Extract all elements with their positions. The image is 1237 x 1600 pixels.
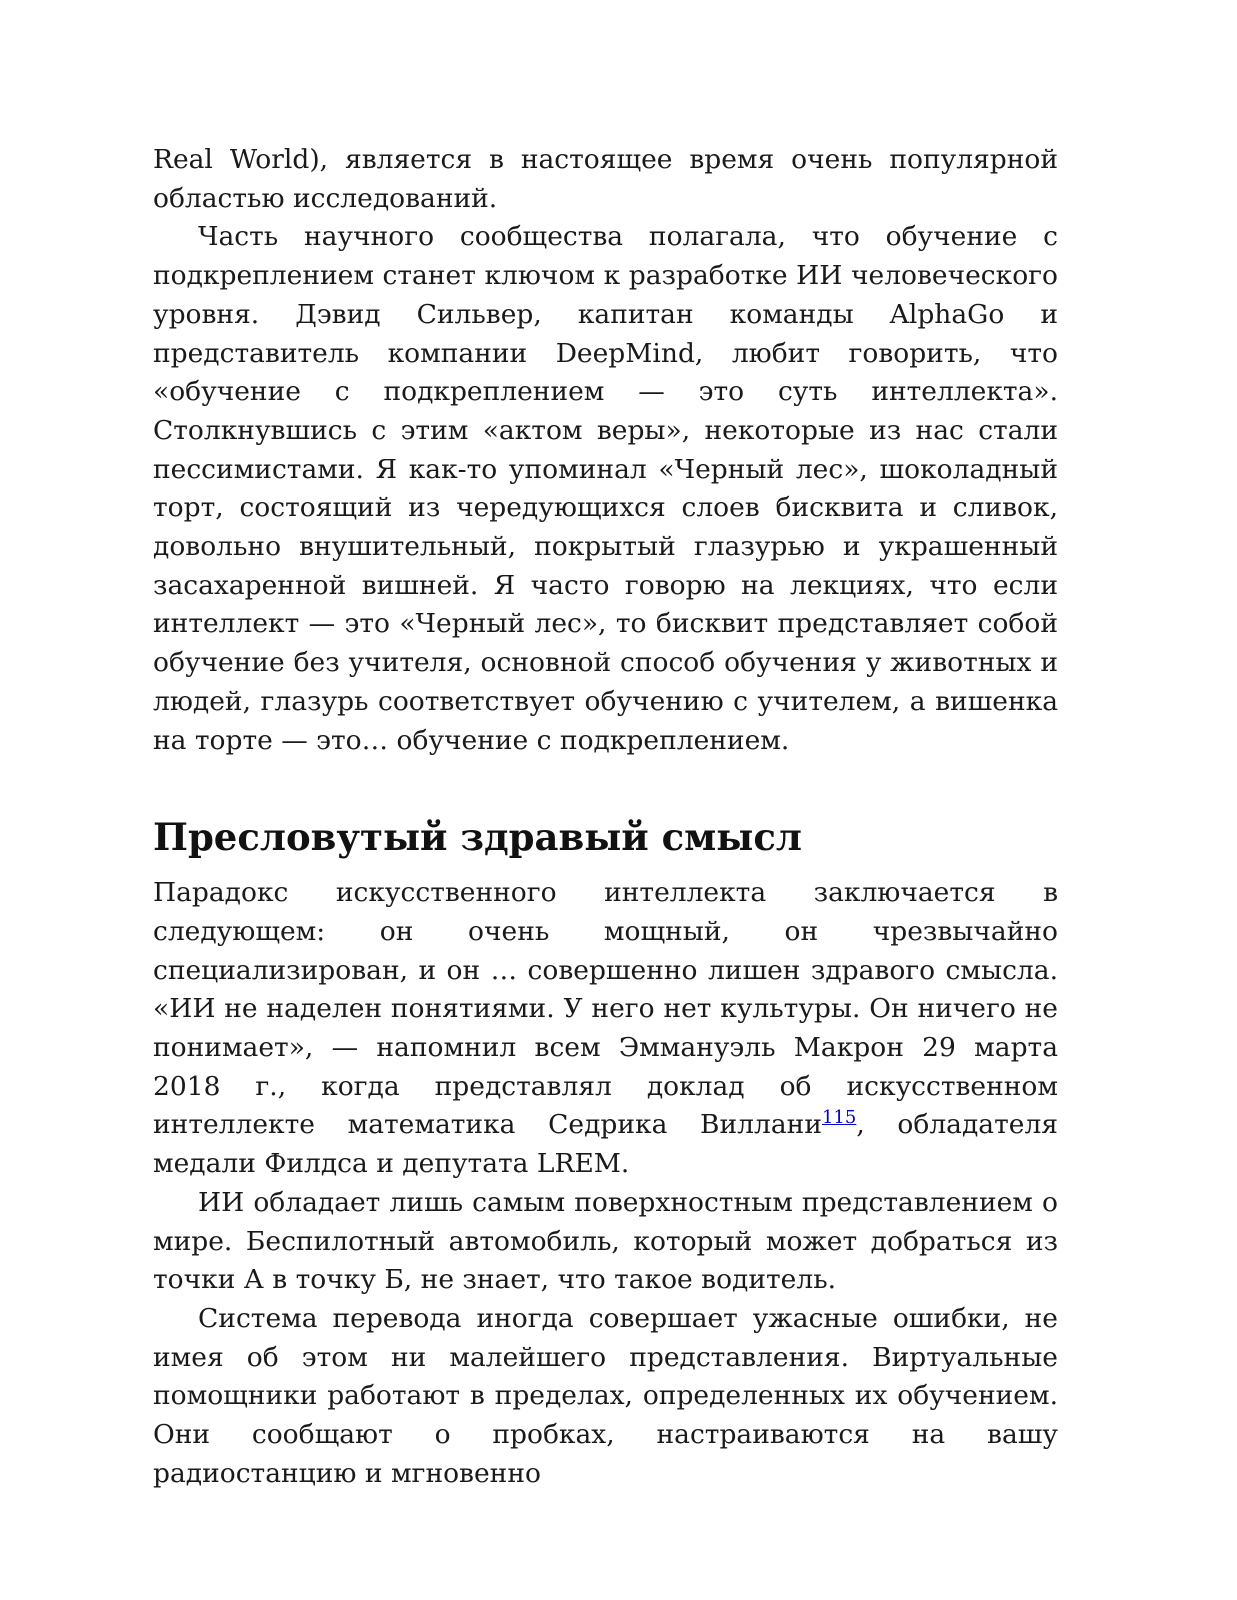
- page-body: [153, 141, 1058, 1494]
- paragraph-superficial-view: ИИ обладает лишь самым поверхностным представлением о мире. Беспилотный автомобиль, который может добраться из точки А в точку Б, не знает, что такое водитель.: [153, 1186, 1058, 1296]
- paragraph-text-before-footnote: Парадокс искусственного интеллекта заключается в следующем: он очень мощный, он чрезвычайно специализирован, и он … совершенно лишен здравого смысла. «ИИ не наделен понятиями. У него нет культуры. Он ничего не понимает», — напомнил всем Эммануэль Макрон 29 марта 2018 г., когда представлял доклад об искусственном интеллекте математика Седрика Виллани: [153, 877, 1058, 1141]
- paragraph-continuation: Real World), является в настоящее время очень популярной областью исследований.: [153, 144, 1058, 214]
- paragraph-reinforcement-learning: Часть научного сообщества полагала, что обучение с подкреплением станет ключом к разработке ИИ человеческого уровня. Дэвид Сильвер, капитан команды AlphaGo и представитель компании DeepMind, любит говорить, что «обучение с подкреплением — это суть интеллекта». Столкнувшись с этим «актом веры», некоторые из нас стали пессимистами. Я как-то упоминал «Черный лес», шоколадный торт, состоящий из чередующихся слоев бисквита и сливок, довольно внушительный, покрытый глазурью и украшенный засахаренной вишней. Я часто говорю на лекциях, что если интеллект — это «Черный лес», то бисквит представляет собой обучение без учителя, основной способ обучения у животных и людей, глазурь соответствует обучению с учителем, а вишенка на торте — это… обучение с подкреплением.: [153, 221, 1058, 756]
- section-heading: Пресловутый здравый смысл: [153, 815, 802, 860]
- paragraph-ai-paradox: [153, 874, 1058, 1184]
- footnote-link[interactable]: 115: [821, 1107, 857, 1129]
- paragraph-translation-errors: Система перевода иногда совершает ужасные ошибки, не имея об этом ни малейшего представления. Виртуальные помощники работают в пределах, определенных их обучением. Они сообщают о пробках, настраиваются на вашу радиостанцию и мгновенно: [153, 1302, 1058, 1489]
- paragraph-text-after-footnote: , обладателя медали Филдса и депутата LREM.: [153, 1109, 1058, 1180]
